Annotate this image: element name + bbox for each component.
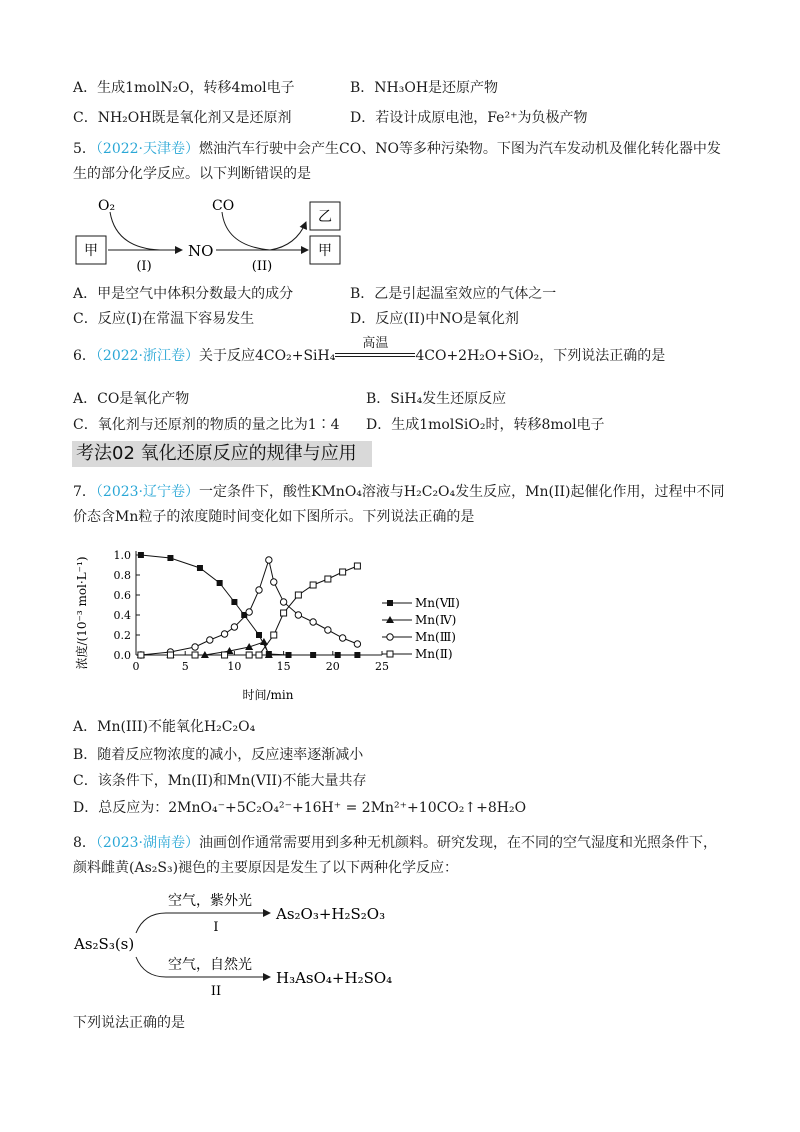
data-point <box>354 652 360 658</box>
data-point <box>266 557 272 563</box>
x-tick-label: 10 <box>227 660 242 673</box>
q8-label1: I <box>213 920 219 935</box>
label-no: NO <box>188 242 214 260</box>
x-tick-label: 20 <box>325 660 340 673</box>
data-point <box>231 624 237 630</box>
q8-cond1: 空气，紫外光 <box>168 893 252 909</box>
data-point <box>256 652 262 658</box>
q8-stem-line1 <box>73 832 717 854</box>
q8-product1: As₂O₃+H₂S₂O₃ <box>276 905 386 923</box>
q5-stem-text: 燃油汽车行驶中会产生CO、NO等多种污染物。下图为汽车发动机及催化转化器中发 <box>199 141 721 157</box>
data-point <box>246 609 252 615</box>
data-point <box>340 569 346 575</box>
y-tick-label: 0.6 <box>113 589 131 602</box>
legend-marker <box>387 634 393 640</box>
q8-number: 8． <box>73 835 96 851</box>
q8-product2: H₃AsO₄+H₂SO₄ <box>276 969 393 987</box>
q6-stem <box>73 336 666 367</box>
series-line <box>141 555 358 655</box>
data-point <box>325 627 331 633</box>
y-tick-label: 0.2 <box>113 629 131 642</box>
q6-condition-arrow <box>335 336 415 363</box>
y-tick-label: 1.0 <box>113 549 131 562</box>
series-0 <box>138 552 360 658</box>
q7-number: 7． <box>73 484 96 500</box>
q4-option-c: C．NH₂OH既是氧化剂又是还原剂 <box>73 110 292 126</box>
data-point <box>167 652 173 658</box>
chart-ylabel: 浓度/(10⁻³ mol·L⁻¹) <box>75 556 89 670</box>
y-tick-label: 0.0 <box>113 649 131 662</box>
q5-stem-line2: 生的部分化学反应。以下判断错误的是 <box>73 166 311 182</box>
q7-option-c: C．该条件下，Mn(II)和Mn(VII)不能大量共存 <box>73 773 367 789</box>
data-point <box>246 652 252 658</box>
q6-option-c: C．氧化剂与还原剂的物质的量之比为1∶4 <box>73 417 340 433</box>
q8-stem-text: 油画创作通常需要用到多种无机颜料。研究发现，在不同的空气湿度和光照条件下， <box>199 835 718 851</box>
legend-label: Mn(Ⅱ) <box>415 647 453 661</box>
legend-label: Mn(Ⅶ) <box>415 596 460 610</box>
data-point <box>192 644 198 650</box>
legend-label: Mn(Ⅳ) <box>415 613 457 627</box>
label-yi: 乙 <box>318 209 332 225</box>
data-point <box>295 612 301 618</box>
data-point <box>207 637 213 643</box>
data-point <box>295 592 301 598</box>
data-point <box>138 552 144 558</box>
data-point <box>310 619 316 625</box>
data-point <box>335 652 341 658</box>
data-point <box>339 635 345 641</box>
legend-marker <box>387 600 393 606</box>
q6-source: （2022·浙江卷） <box>95 348 200 364</box>
q5-option-b: B．乙是引起温室效应的气体之一 <box>350 286 557 302</box>
legend-marker <box>387 651 393 657</box>
q6-option-b: B．SiH₄发生还原反应 <box>366 391 507 407</box>
q6-condition: 高温 <box>362 336 389 351</box>
data-point <box>310 582 316 588</box>
label-jia: 甲 <box>84 243 98 259</box>
data-point <box>231 599 237 605</box>
co-curve <box>222 212 270 250</box>
q6-option-a: A．CO是氧化产物 <box>73 391 190 407</box>
arrow-to-yi <box>270 222 306 250</box>
data-point <box>354 563 360 569</box>
q8-arrow-1 <box>136 913 270 933</box>
q7-stem-line2: 价态含Mn粒子的浓度随时间变化如下图所示。下列说法正确的是 <box>73 509 475 525</box>
q5-number: 5． <box>73 141 96 157</box>
data-point <box>281 610 287 616</box>
q4-option-d: D．若设计成原电池，Fe²⁺为负极产物 <box>350 110 588 126</box>
q8-source: （2023·湖南卷） <box>95 835 200 851</box>
data-point <box>325 576 331 582</box>
data-point <box>310 652 316 658</box>
q5-reaction-diagram <box>70 190 370 280</box>
q7-source: （2023·辽宁卷） <box>95 484 200 500</box>
q6-option-d: D．生成1molSiO₂时，转移8mol电子 <box>366 417 605 433</box>
q4-option-a: A．生成1molN₂O，转移4mol电子 <box>73 80 295 96</box>
section-header: 考法02 氧化还原反应的规律与应用 <box>72 441 372 467</box>
q6-number: 6． <box>73 348 96 364</box>
label-step1: (I) <box>136 259 152 274</box>
q4-option-b: B．NH₃OH是还原产物 <box>350 80 499 96</box>
data-point <box>197 565 203 571</box>
data-point <box>222 652 228 658</box>
q7-option-d: D．总反应为：2MnO₄⁻+5C₂O₄²⁻+16H⁺ = 2Mn²⁺+10CO₂↑+8H₂O <box>73 800 527 816</box>
data-point <box>167 555 173 561</box>
q5-source: （2022·天津卷） <box>95 141 200 157</box>
q6-stem-pre: 关于反应4CO₂+SiH₄ <box>199 348 336 364</box>
q8-cond2: 空气，自然光 <box>168 957 252 973</box>
o2-curve <box>110 212 160 250</box>
q5-stem-line1 <box>73 138 721 160</box>
data-point <box>256 587 262 593</box>
q5-option-c: C．反应(I)在常温下容易发生 <box>73 311 255 327</box>
q8-reactant: As₂S₃(s) <box>74 935 135 953</box>
series-line <box>141 560 358 655</box>
q6-stem-post: 4CO+2H₂O+SiO₂，下列说法正确的是 <box>415 348 666 364</box>
q7-option-a: A．Mn(III)不能氧化H₂C₂O₄ <box>73 719 256 735</box>
legend-label: Mn(Ⅲ) <box>415 630 456 644</box>
data-point <box>286 652 292 658</box>
q8-stem-line2: 颜料雌黄(As₂S₃)褪色的主要原因是发生了以下两种化学反应： <box>73 860 459 876</box>
x-tick-label: 5 <box>181 660 189 673</box>
data-point <box>138 652 144 658</box>
data-point <box>221 631 227 637</box>
label-co: CO <box>212 198 235 214</box>
q7-option-b: B．随着反应物浓度的减小，反应速率逐渐减小 <box>73 747 364 763</box>
series-2 <box>138 557 361 658</box>
data-point <box>192 652 198 658</box>
q8-label2: II <box>210 984 222 999</box>
chart-xlabel: 时间/min <box>242 688 294 702</box>
x-tick-label: 0 <box>132 660 140 673</box>
x-tick-label: 25 <box>375 660 389 673</box>
y-tick-label: 0.4 <box>113 609 131 622</box>
label-step2: (II) <box>251 259 273 274</box>
data-point <box>271 632 277 638</box>
x-tick-label: 15 <box>276 660 291 673</box>
y-tick-label: 0.8 <box>113 569 131 582</box>
label-jia-2: 甲 <box>318 243 332 259</box>
q7-concentration-chart <box>72 535 492 705</box>
q5-option-d: D．反应(II)中NO是氧化剂 <box>350 311 519 327</box>
q7-stem-text: 一定条件下，酸性KMnO₄溶液与H₂C₂O₄发生反应，Mn(II)起催化作用，过程中不同 <box>199 484 725 500</box>
q8-reaction-diagram <box>70 885 410 1005</box>
data-point <box>217 580 223 586</box>
data-point <box>280 599 286 605</box>
data-point <box>271 579 277 585</box>
data-point <box>354 641 360 647</box>
data-point <box>256 632 262 638</box>
q7-stem-line1 <box>73 481 725 503</box>
label-o2: O₂ <box>98 198 116 214</box>
q5-option-a: A．甲是空气中体积分数最大的成分 <box>73 286 294 302</box>
q8-tail: 下列说法正确的是 <box>73 1015 185 1031</box>
